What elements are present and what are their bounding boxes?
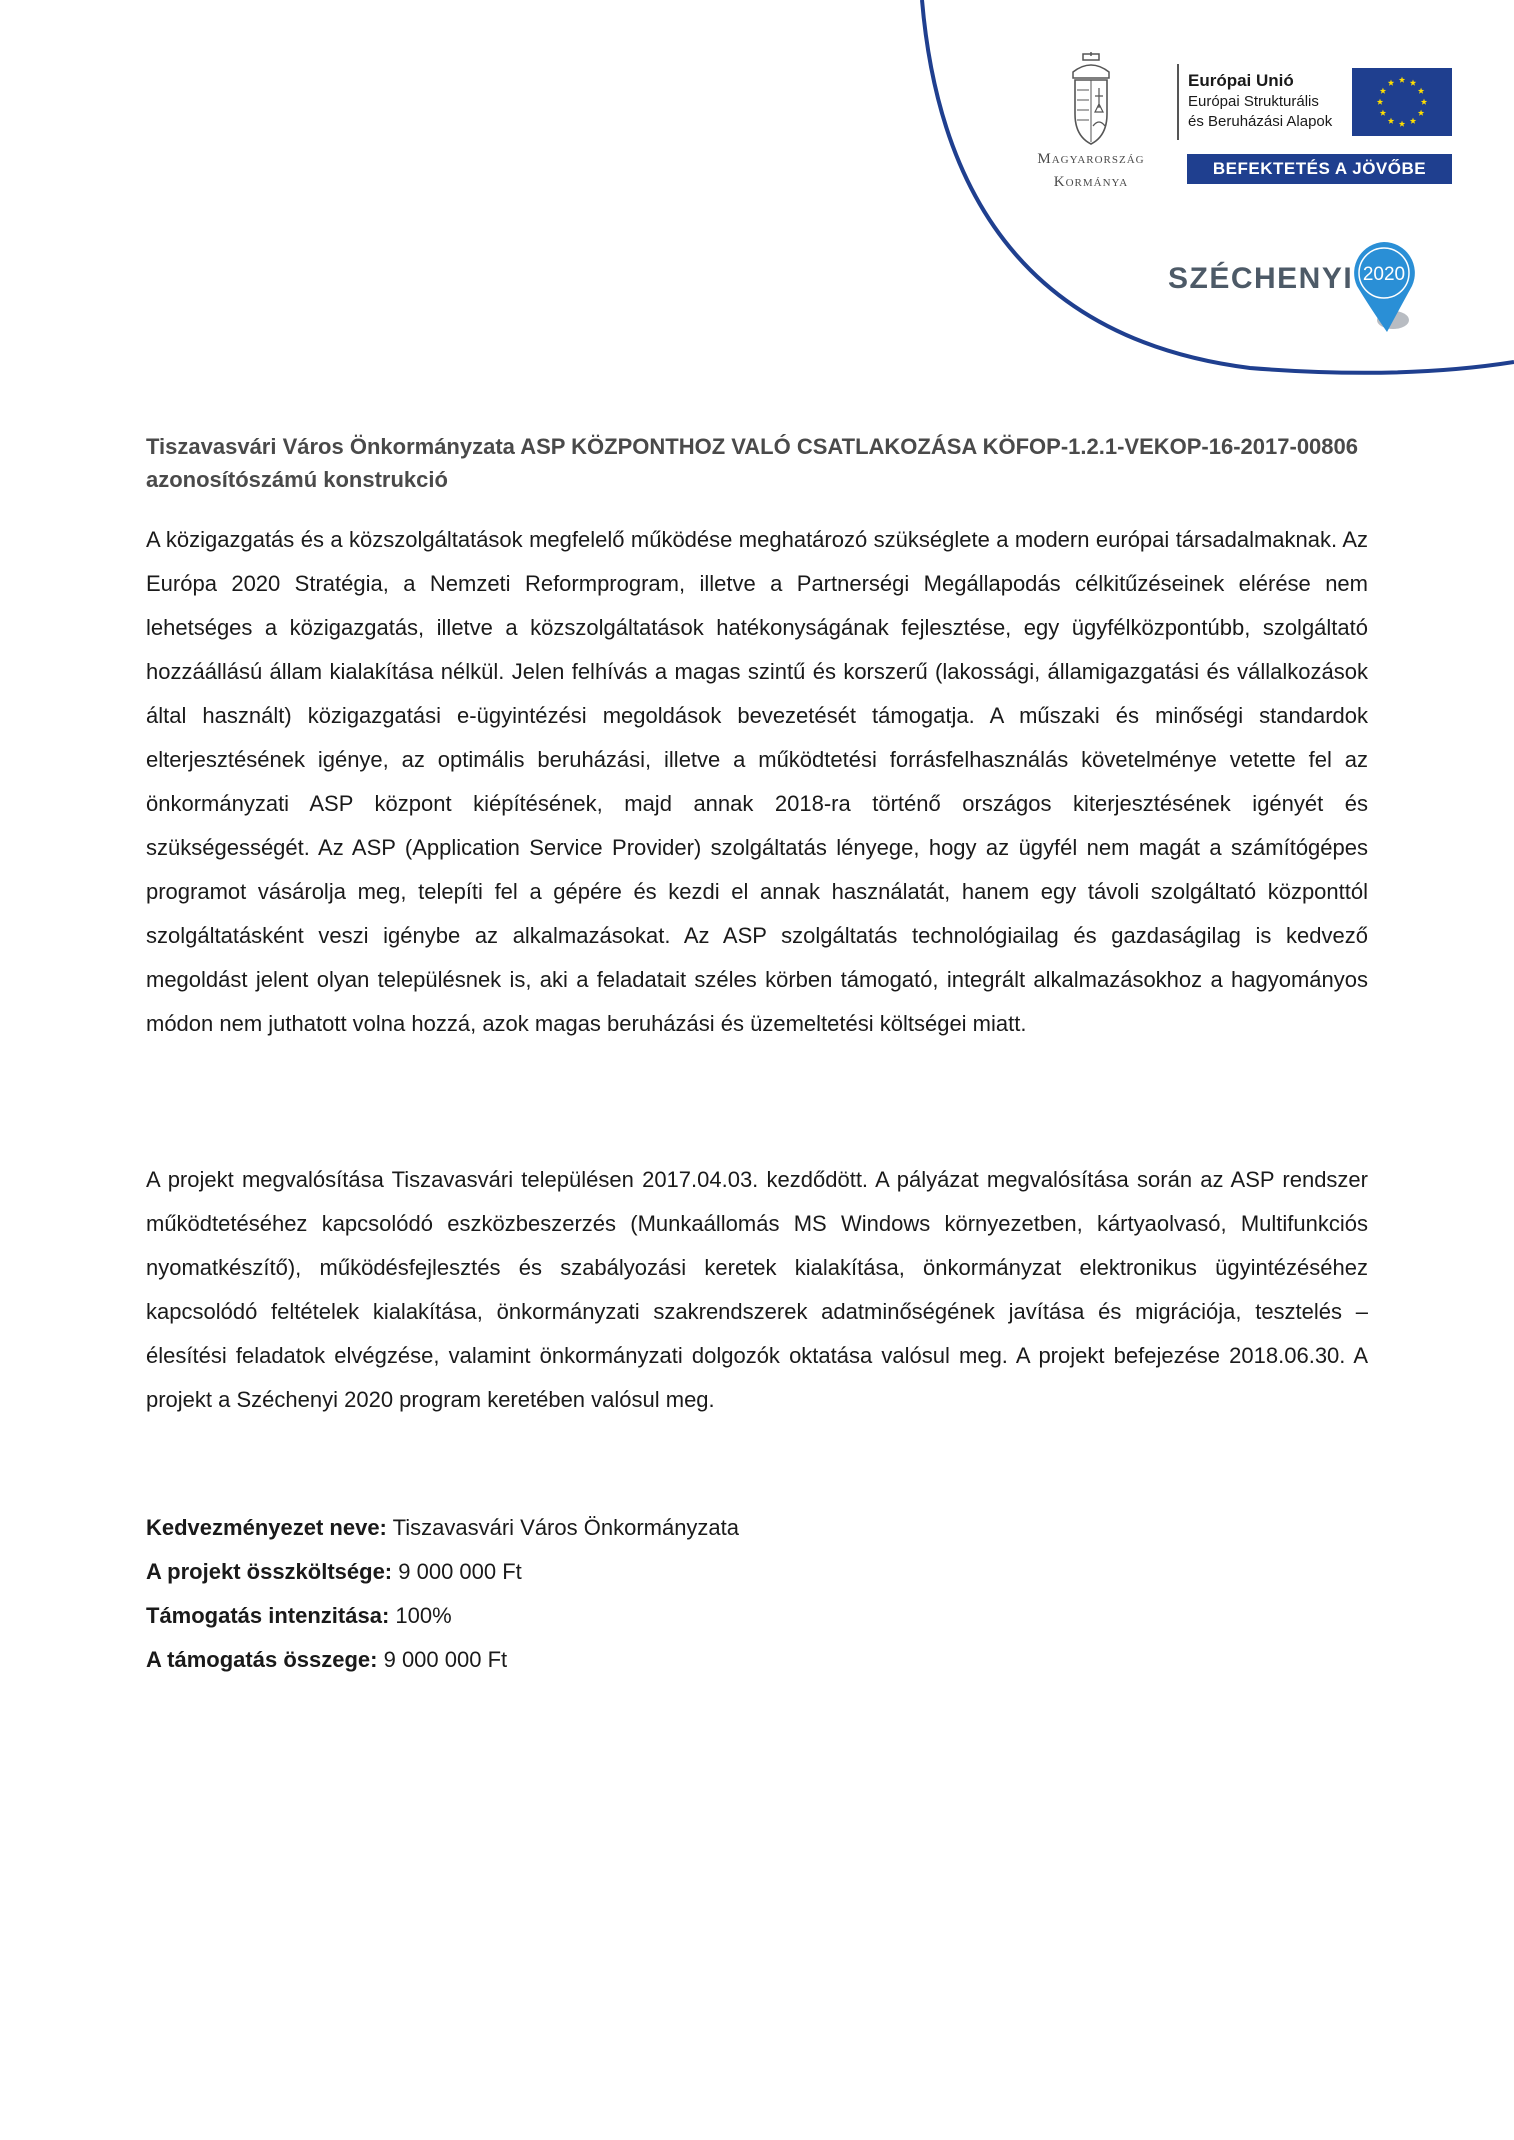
- eu-funds-line1: Európai Strukturális: [1188, 93, 1319, 110]
- fact-beneficiary: [146, 1506, 739, 1550]
- decorative-arc: [0, 0, 1514, 420]
- fact-label: Támogatás intenzitása:: [146, 1603, 390, 1628]
- eu-funds-text: [1188, 70, 1332, 132]
- fact-support-amount: [146, 1638, 739, 1682]
- fact-label: A támogatás összege:: [146, 1647, 378, 1672]
- szechenyi-word: SZÉCHENYI: [1168, 262, 1354, 295]
- paragraph-intro: A közigazgatás és a közszolgáltatások megfelelő működése meghatározó szükséglete a modern európai társadalmaknak. Az Európa 2020 Stratégia, a Nemzeti Reformprogram, illetve a Partnerségi Megállapodás célkitűzéseinek elérése nem lehetséges a közigazgatás, illetve a közszolgáltatások hatékonyságának fejlesztése, egy ügyfélközpontúbb, szolgáltató hozzáállású állam kialakítása nélkül. Jelen felhívás a magas szintű és korszerű (lakossági, államigazgatási és vállalkozások által használt) közigazgatási e-ügyintézési megoldások bevezetését támogatja. A műszaki és minőségi standardok elterjesztésének igénye, az optimális beruházási, illetve a működtetési forrásfelhasználás követelménye vetette fel az önkormányzati ASP központ kiépítésének, majd annak 2018-ra történő országos kiterjesztésének igényét és szükségességét. Az ASP (Application Service Provider) szolgáltatás lényege, hogy az ügyfél nem magát a számítógépes programot vásárolja meg, telepíti fel a gépére és kezdi el annak használatát, hanem egy távoli szolgáltató központtól szolgáltatásként veszi igénybe az alkalmazásokat. Az ASP szolgáltatás technológiailag és gazdaságilag is kedvező megoldást jelent olyan településnek is, aki a feladatait széles körben támogató, integrált alkalmazásokhoz a hagyományos módon nem juthatott volna hozzá, azok magas beruházási és üzemeltetési költségei miatt.: [146, 527, 1368, 1036]
- fact-total-cost: [146, 1550, 739, 1594]
- government-logo: [1010, 52, 1172, 192]
- project-facts: [146, 1506, 739, 1682]
- fact-label: Kedvezményezet neve:: [146, 1515, 387, 1540]
- szechenyi-year: 2020: [1362, 264, 1406, 285]
- fact-value: 100%: [389, 1603, 452, 1628]
- government-name-line1: Magyarország: [1037, 151, 1145, 167]
- fact-value: 9 000 000 Ft: [392, 1559, 522, 1584]
- eu-funds-line2: és Beruházási Alapok: [1188, 113, 1333, 130]
- fact-value: 9 000 000 Ft: [377, 1647, 508, 1672]
- szechenyi-2020-logo: [1168, 240, 1448, 340]
- fact-support-intensity: [146, 1594, 739, 1638]
- szechenyi-pin-icon: [1349, 240, 1419, 336]
- eu-flag-icon: [1352, 68, 1452, 136]
- fact-value: Tiszavasvári Város Önkormányzata: [386, 1515, 740, 1540]
- government-name-line2: Kormánya: [1053, 174, 1129, 190]
- logo-divider: [1177, 64, 1179, 140]
- paragraph-project: A projekt megvalósítása Tiszavasvári településen 2017.04.03. kezdődött. A pályázat megvalósítása során az ASP rendszer működtetéséhez kapcsolódó eszközbeszerzés (Munkaállomás MS Windows környezetben, kártyaolvasó, Multifunkciós nyomatkészítő), működésfejlesztés és szabályozási keretek kialakítása, önkormányzat elektronikus ügyintézéséhez kapcsolódó feltételek kialakítása, önkormányzati szakrendszerek adatminőségének javítása és migrációja, tesztelés – élesítési feladatok elvégzése, valamint önkormányzati dolgozók oktatása valósul meg. A projekt befejezése 2018.06.30. A projekt a Széchenyi 2020 program keretében valósul meg.: [146, 1167, 1368, 1412]
- invest-future-banner: BEFEKTETÉS A JÖVŐBE: [1187, 154, 1452, 184]
- hungarian-coat-of-arms-icon: [1065, 52, 1117, 146]
- eu-title: Európai Unió: [1188, 71, 1294, 90]
- fact-label: A projekt összköltsége:: [146, 1559, 393, 1584]
- document-title: Tiszavasvári Város Önkormányzata ASP KÖZPONTHOZ VALÓ CSATLAKOZÁSA KÖFOP-1.2.1-VEKOP-16-2017-00806 azonosítószámú konstrukció: [146, 434, 1358, 492]
